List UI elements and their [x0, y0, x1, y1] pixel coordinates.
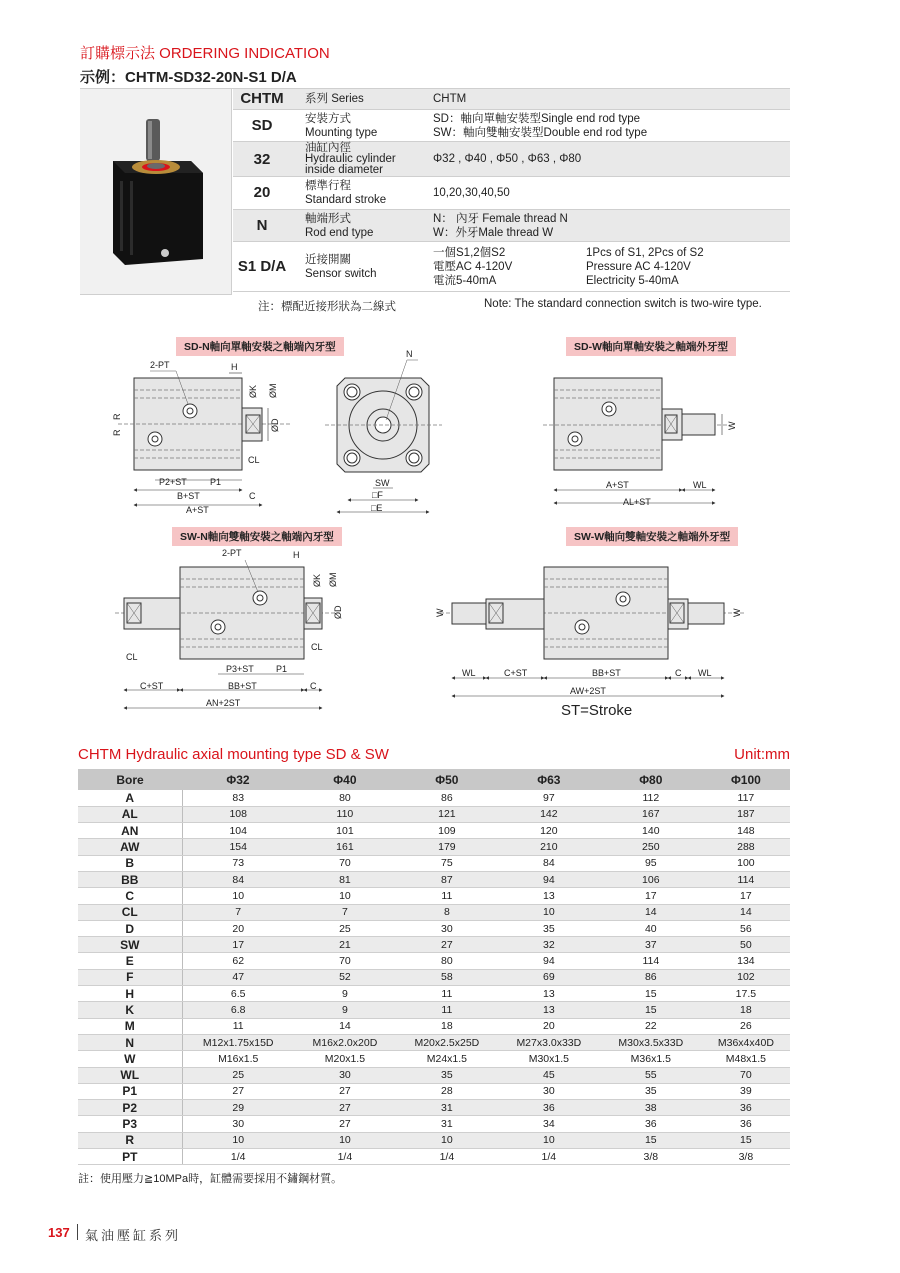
order-desc-line: SW：軸向雙軸安裝型Double end rod type	[433, 126, 648, 139]
table-row	[78, 953, 790, 969]
table-cell: 142	[498, 806, 600, 822]
order-desc-line: SD：軸向單軸安裝型Single end rod type	[433, 112, 641, 125]
table-cell: 70	[294, 855, 396, 871]
table-cell: 27	[396, 937, 498, 953]
order-label-en: Hydraulic cylinder inside diameter	[305, 152, 396, 176]
table-cell: 30	[396, 920, 498, 936]
table-cell: 25	[182, 1067, 294, 1083]
table-row	[78, 1149, 790, 1165]
table-cell: 10	[294, 888, 396, 904]
table-cell: M24x1.5	[396, 1051, 498, 1067]
dim-sw: SW	[375, 478, 390, 488]
table-cell: 250	[600, 839, 702, 855]
row-header: D	[78, 920, 182, 936]
table-cell: 1/4	[498, 1149, 600, 1165]
order-label-en: Rod end type	[305, 226, 374, 239]
table-cell: 56	[702, 920, 790, 936]
dim-wl: WL	[698, 668, 712, 678]
order-desc-en-line: Electricity 5-40mA	[586, 274, 679, 287]
table-cell: 154	[182, 839, 294, 855]
table-cell: 81	[294, 871, 396, 887]
table-cell: 120	[498, 823, 600, 839]
row-header: H	[78, 986, 182, 1002]
table-cell: 110	[294, 806, 396, 822]
stroke-note: ST=Stroke	[561, 702, 633, 719]
table-cell: 75	[396, 855, 498, 871]
table-cell: 94	[498, 953, 600, 969]
dim-w: W	[732, 608, 742, 617]
dim-p2st: P2+ST	[159, 477, 187, 487]
table-cell: 20	[182, 920, 294, 936]
table-cell: 26	[702, 1018, 790, 1034]
order-code: S1 D/A	[237, 257, 287, 275]
table-cell: 17	[182, 937, 294, 953]
table-cell: M48x1.5	[702, 1051, 790, 1067]
row-header: M	[78, 1018, 182, 1034]
order-desc-line: N： 內牙 Female thread N	[433, 212, 568, 225]
table-cell: 15	[702, 1132, 790, 1148]
order-label-en: Standard stroke	[305, 194, 387, 206]
table-cell: 1/4	[182, 1149, 294, 1165]
order-code: 20	[253, 184, 271, 201]
table-cell: 148	[702, 823, 790, 839]
table-cell: 1/4	[396, 1149, 498, 1165]
order-code: N	[256, 216, 268, 234]
row-header: P3	[78, 1116, 182, 1132]
column-header-size: Φ32	[182, 769, 294, 790]
table-cell: 22	[600, 1018, 702, 1034]
column-header-size: Φ80	[600, 769, 702, 790]
row-header: A	[78, 790, 182, 806]
row-header: P1	[78, 1083, 182, 1099]
table-cell: 11	[396, 986, 498, 1002]
table-row	[78, 839, 790, 855]
spec-header-row	[78, 769, 790, 790]
table-cell: 36	[498, 1100, 600, 1116]
ordering-note-cn: 注：標配近接形狀為二線式	[258, 301, 396, 313]
table-row	[78, 1100, 790, 1116]
table-cell: 6.8	[182, 1002, 294, 1018]
table-cell: 117	[702, 790, 790, 806]
order-label-cn: 近接開關	[305, 253, 351, 266]
table-cell: 102	[702, 969, 790, 985]
table-cell: 14	[600, 904, 702, 920]
table-cell: 25	[294, 920, 396, 936]
table-cell: 161	[294, 839, 396, 855]
table-row	[78, 806, 790, 822]
table-cell: 17.5	[702, 986, 790, 1002]
table-cell: 3/8	[702, 1149, 790, 1165]
table-cell: 94	[498, 871, 600, 887]
table-cell: M36x1.5	[600, 1051, 702, 1067]
table-cell: 70	[294, 953, 396, 969]
table-cell: 95	[600, 855, 702, 871]
table-cell: 28	[396, 1083, 498, 1099]
dim-alst: AL+ST	[623, 497, 651, 507]
row-header: N	[78, 1034, 182, 1050]
table-cell: 36	[600, 1116, 702, 1132]
row-header: F	[78, 969, 182, 985]
row-header: PT	[78, 1149, 182, 1165]
table-cell: 13	[498, 986, 600, 1002]
table-cell: 1/4	[294, 1149, 396, 1165]
spec-unit: Unit:mm	[734, 746, 790, 763]
table-row	[78, 969, 790, 985]
order-code: SD	[251, 116, 273, 134]
dim-h: H	[293, 550, 300, 560]
order-label-en: Mounting type	[305, 126, 378, 139]
table-row	[78, 1002, 790, 1018]
dim-cl: CL	[126, 652, 138, 662]
dim-c: C	[310, 681, 317, 691]
table-row	[78, 1034, 790, 1050]
table-cell: 50	[702, 937, 790, 953]
table-cell: M20x1.5	[294, 1051, 396, 1067]
order-code: CHTM	[240, 90, 284, 107]
table-row	[78, 937, 790, 953]
table-cell: 187	[702, 806, 790, 822]
table-cell: 10	[294, 1132, 396, 1148]
table-cell: 58	[396, 969, 498, 985]
table-cell: 15	[600, 1132, 702, 1148]
table-cell: 36	[702, 1116, 790, 1132]
dim-wl: WL	[462, 668, 476, 678]
dim-p3st: P3+ST	[226, 664, 254, 674]
row-header: K	[78, 1002, 182, 1018]
table-cell: 3/8	[600, 1149, 702, 1165]
table-cell: 30	[498, 1083, 600, 1099]
table-cell: 27	[294, 1083, 396, 1099]
label-sd-w: SD-W軸向單軸安裝之軸端外牙型	[566, 337, 736, 356]
table-cell: 30	[182, 1116, 294, 1132]
table-cell: 18	[702, 1002, 790, 1018]
dim-aw2st: AW+2ST	[570, 686, 606, 696]
table-cell: 14	[294, 1018, 396, 1034]
table-cell: 14	[702, 904, 790, 920]
order-label-cn: 油缸內徑	[305, 141, 351, 154]
table-cell: 18	[396, 1018, 498, 1034]
table-cell: 10	[498, 904, 600, 920]
row-header: AW	[78, 839, 182, 855]
order-desc-line: 電壓AC 4-120V	[433, 260, 513, 273]
table-cell: 121	[396, 806, 498, 822]
label-sw-w: SW-W軸向雙軸安裝之軸端外牙型	[566, 527, 738, 546]
table-cell: 80	[396, 953, 498, 969]
table-cell: 32	[498, 937, 600, 953]
dim-w: W	[727, 421, 737, 430]
table-cell: 100	[702, 855, 790, 871]
order-desc-line: 電流5-40mA	[433, 274, 497, 287]
order-desc-en-line: 1Pcs of S1, 2Pcs of S2	[586, 246, 704, 259]
table-cell: 39	[702, 1083, 790, 1099]
table-cell: 179	[396, 839, 498, 855]
dim-k: ØK	[248, 384, 258, 398]
table-cell: 210	[498, 839, 600, 855]
row-header: W	[78, 1051, 182, 1067]
table-cell: 27	[294, 1116, 396, 1132]
dim-cl: CL	[248, 455, 260, 465]
dim-d: ØD	[270, 418, 280, 432]
rod-end	[242, 408, 262, 441]
table-cell: 112	[600, 790, 702, 806]
order-label-cn: 標準行程	[305, 180, 351, 192]
table-cell: 35	[498, 920, 600, 936]
dim-w: W	[435, 608, 445, 617]
dim-c: C	[675, 668, 682, 678]
table-cell: M27x3.0x33D	[498, 1034, 600, 1050]
table-cell: 15	[600, 1002, 702, 1018]
row-header: P2	[78, 1100, 182, 1116]
dim-m: ØM	[268, 383, 278, 398]
label-sw-n: SW-N軸向雙軸安裝之軸端內牙型	[172, 527, 342, 546]
table-row	[78, 823, 790, 839]
dim-2pt: 2-PT	[222, 548, 242, 558]
male-thread-rod	[682, 414, 715, 435]
ordering-note-en: Note: The standard connection switch is two-wire type.	[484, 298, 762, 310]
row-header: CL	[78, 904, 182, 920]
table-cell: 114	[702, 871, 790, 887]
table-cell: 10	[182, 1132, 294, 1148]
order-desc: Φ32 , Φ40 , Φ50 , Φ63 , Φ80	[433, 152, 582, 165]
table-cell: 36	[702, 1100, 790, 1116]
table-cell: 37	[600, 937, 702, 953]
table-row	[78, 1116, 790, 1132]
table-cell: 9	[294, 1002, 396, 1018]
table-cell: 27	[182, 1083, 294, 1099]
table-cell: 31	[396, 1100, 498, 1116]
column-header-size: Φ63	[498, 769, 600, 790]
table-cell: 21	[294, 937, 396, 953]
table-cell: 134	[702, 953, 790, 969]
table-row	[78, 871, 790, 887]
table-cell: 97	[498, 790, 600, 806]
spec-note: 註：使用壓力≧10MPa時，缸體需要採用不鏽鋼材質。	[78, 1173, 343, 1185]
dim-wl: WL	[693, 480, 707, 490]
table-cell: 109	[396, 823, 498, 839]
table-cell: 87	[396, 871, 498, 887]
table-cell: 30	[294, 1067, 396, 1083]
footer-divider	[77, 1224, 78, 1240]
table-row	[78, 920, 790, 936]
table-cell: 10	[182, 888, 294, 904]
order-label: 系列 Series	[305, 93, 364, 105]
table-cell: M16x2.0x20D	[294, 1034, 396, 1050]
row-header: AL	[78, 806, 182, 822]
table-cell: 84	[182, 871, 294, 887]
table-cell: 84	[498, 855, 600, 871]
table-row	[78, 986, 790, 1002]
table-cell: 83	[182, 790, 294, 806]
table-row	[78, 888, 790, 904]
dim-2pt: 2-PT	[150, 360, 170, 370]
table-cell: 55	[600, 1067, 702, 1083]
table-cell: 17	[702, 888, 790, 904]
table-cell: 114	[600, 953, 702, 969]
table-cell: 10	[498, 1132, 600, 1148]
table-row	[78, 1018, 790, 1034]
table-cell: 34	[498, 1116, 600, 1132]
table-cell: 11	[396, 888, 498, 904]
drawing-sd-n	[118, 371, 290, 505]
table-cell: 15	[600, 986, 702, 1002]
dim-bst: B+ST	[177, 491, 200, 501]
order-example: 示例：CHTM-SD32-20N-S1 D/A	[80, 69, 297, 86]
table-cell: 11	[182, 1018, 294, 1034]
table-row	[78, 1051, 790, 1067]
table-row	[78, 904, 790, 920]
table-cell: M30x1.5	[498, 1051, 600, 1067]
order-desc-line: 一個S1,2個S2	[433, 246, 506, 259]
table-cell: 86	[600, 969, 702, 985]
spec-table-title: CHTM Hydraulic axial mounting type SD & SW	[78, 746, 389, 763]
table-cell: 9	[294, 986, 396, 1002]
order-label-en: Sensor switch	[305, 267, 377, 280]
table-cell: 104	[182, 823, 294, 839]
table-cell: M30x3.5x33D	[600, 1034, 702, 1050]
order-desc: CHTM	[433, 93, 467, 105]
row-header: AN	[78, 823, 182, 839]
table-cell: 40	[600, 920, 702, 936]
table-cell: 10	[396, 1132, 498, 1148]
row-header: SW	[78, 937, 182, 953]
table-cell: 62	[182, 953, 294, 969]
dim-m: ØM	[328, 572, 338, 587]
dim-n: N	[406, 349, 413, 359]
footer-series-name: 氣油壓缸系列	[85, 1228, 182, 1243]
dim-r: R	[112, 429, 122, 436]
table-cell: 27	[294, 1100, 396, 1116]
dim-p1: P1	[276, 664, 288, 674]
section-title: 訂購標示法 ORDERING INDICATION	[80, 45, 330, 62]
dim-bbst: BB+ST	[592, 668, 621, 678]
table-cell: 45	[498, 1067, 600, 1083]
table-cell: 17	[600, 888, 702, 904]
dim-h: H	[231, 362, 238, 372]
dim-e: □E	[371, 503, 383, 513]
dim-bbst: BB+ST	[228, 681, 257, 691]
column-header-size: Φ100	[702, 769, 790, 790]
dim-p1: P1	[210, 477, 222, 487]
table-cell: 29	[182, 1100, 294, 1116]
spec-table	[78, 769, 790, 1165]
dim-d: ØD	[333, 605, 343, 619]
table-cell: 288	[702, 839, 790, 855]
dim-c: C	[249, 491, 256, 501]
table-cell: 167	[600, 806, 702, 822]
order-desc-line: W：外牙Male thread W	[433, 226, 554, 239]
dim-ast: A+ST	[606, 480, 629, 490]
table-cell: 70	[702, 1067, 790, 1083]
table-cell: 108	[182, 806, 294, 822]
dim-cst: C+ST	[140, 681, 164, 691]
table-cell: 7	[182, 904, 294, 920]
table-cell: 101	[294, 823, 396, 839]
table-cell: 35	[396, 1067, 498, 1083]
table-cell: 80	[294, 790, 396, 806]
dim-ast: A+ST	[186, 505, 209, 515]
table-cell: 140	[600, 823, 702, 839]
table-cell: 52	[294, 969, 396, 985]
page-number: 137	[48, 1225, 70, 1240]
table-row	[78, 855, 790, 871]
label-sd-n: SD-N軸向單軸安裝之軸端內牙型	[176, 337, 344, 356]
order-code: 32	[253, 150, 271, 168]
table-cell: 7	[294, 904, 396, 920]
table-cell: 8	[396, 904, 498, 920]
column-header-size: Φ40	[294, 769, 396, 790]
table-cell: M16x1.5	[182, 1051, 294, 1067]
table-cell: 13	[498, 1002, 600, 1018]
table-cell: 6.5	[182, 986, 294, 1002]
table-cell: 11	[396, 1002, 498, 1018]
table-cell: 106	[600, 871, 702, 887]
order-desc-en-line: Pressure AC 4-120V	[586, 260, 691, 273]
dim-f: □F	[372, 490, 383, 500]
order-label-cn: 安裝方式	[305, 112, 351, 125]
dim-cst: C+ST	[504, 668, 528, 678]
row-header: E	[78, 953, 182, 969]
table-row	[78, 1067, 790, 1083]
table-row	[78, 1132, 790, 1148]
table-cell: 69	[498, 969, 600, 985]
table-cell: M36x4x40D	[702, 1034, 790, 1050]
row-header: C	[78, 888, 182, 904]
row-header: BB	[78, 871, 182, 887]
order-label-cn: 軸端形式	[305, 212, 351, 225]
table-cell: M12x1.75x15D	[182, 1034, 294, 1050]
order-desc: 10,20,30,40,50	[433, 187, 510, 199]
table-cell: 73	[182, 855, 294, 871]
dim-cl: CL	[311, 642, 323, 652]
dim-r: R	[112, 413, 122, 420]
table-cell: 86	[396, 790, 498, 806]
dim-an2st: AN+2ST	[206, 698, 241, 708]
male-thread-right	[688, 603, 724, 624]
table-cell: 38	[600, 1100, 702, 1116]
column-header-bore: Bore	[78, 769, 182, 790]
male-thread-left	[452, 603, 486, 624]
row-header: R	[78, 1132, 182, 1148]
table-cell: 47	[182, 969, 294, 985]
table-cell: 35	[600, 1083, 702, 1099]
table-cell: M20x2.5x25D	[396, 1034, 498, 1050]
table-row	[78, 1083, 790, 1099]
dim-k: ØK	[312, 573, 322, 587]
table-cell: 31	[396, 1116, 498, 1132]
cylinder-body	[554, 378, 662, 470]
drawing-front-view	[325, 360, 442, 512]
table-row	[78, 790, 790, 806]
table-cell: 13	[498, 888, 600, 904]
column-header-size: Φ50	[396, 769, 498, 790]
row-header: B	[78, 855, 182, 871]
row-header: WL	[78, 1067, 182, 1083]
table-cell: 20	[498, 1018, 600, 1034]
